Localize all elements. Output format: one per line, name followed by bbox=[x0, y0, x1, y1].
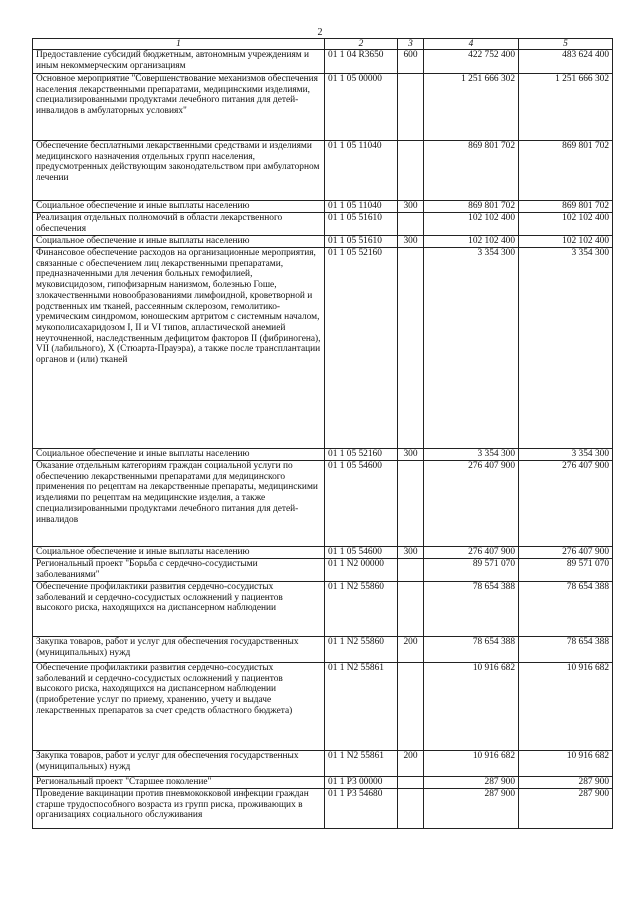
row-amount-1: 287 900 bbox=[424, 777, 519, 789]
row-amount-1: 102 102 400 bbox=[424, 236, 519, 248]
page-number: 2 bbox=[317, 27, 323, 38]
row-code: 01 1 N2 55861 bbox=[325, 663, 398, 751]
row-description: Социальное обеспечение и иные выплаты населению bbox=[33, 236, 325, 248]
row-amount-2: 10 916 682 bbox=[519, 663, 613, 751]
table-row bbox=[33, 789, 613, 829]
table-row bbox=[33, 213, 613, 236]
row-description: Обеспечение бесплатными лекарственными средствами и изделиями медицинского назначения отдельных групп населения, предусмотренных действующим законодательством при амбулаторном лечении bbox=[33, 141, 325, 201]
table-row bbox=[33, 559, 613, 582]
row-amount-2: 276 407 900 bbox=[519, 461, 613, 547]
row-code: 01 1 N2 55860 bbox=[325, 637, 398, 663]
row-code: 01 1 05 00000 bbox=[325, 74, 398, 141]
table-row bbox=[33, 201, 613, 213]
table-row bbox=[33, 547, 613, 559]
table-row bbox=[33, 50, 613, 74]
row-description: Обеспечение профилактики развития сердечно-сосудистых заболеваний и сердечно-сосудистых осложнений у пациентов высокого риска, находящихся на диспансерном наблюдении bbox=[33, 582, 325, 637]
row-expense-type: 600 bbox=[398, 50, 424, 74]
budget-table bbox=[32, 38, 613, 829]
row-amount-2: 1 251 666 302 bbox=[519, 74, 613, 141]
row-code: 01 1 05 54600 bbox=[325, 547, 398, 559]
row-amount-1: 422 752 400 bbox=[424, 50, 519, 74]
row-description: Закупка товаров, работ и услуг для обеспечения государственных (муниципальных) нужд bbox=[33, 637, 325, 663]
row-amount-1: 78 654 388 bbox=[424, 637, 519, 663]
row-amount-2: 483 624 400 bbox=[519, 50, 613, 74]
row-amount-2: 78 654 388 bbox=[519, 637, 613, 663]
row-description: Социальное обеспечение и иные выплаты населению bbox=[33, 547, 325, 559]
row-code: 01 1 N2 55860 bbox=[325, 582, 398, 637]
table-row bbox=[33, 236, 613, 248]
row-amount-1: 78 654 388 bbox=[424, 582, 519, 637]
row-amount-2: 287 900 bbox=[519, 789, 613, 829]
row-expense-type bbox=[398, 248, 424, 449]
row-amount-1: 10 916 682 bbox=[424, 751, 519, 777]
row-amount-2: 3 354 300 bbox=[519, 449, 613, 461]
column-number-row bbox=[33, 39, 613, 50]
row-amount-1: 3 354 300 bbox=[424, 248, 519, 449]
row-code: 01 1 N2 00000 bbox=[325, 559, 398, 582]
row-code: 01 1 05 11040 bbox=[325, 201, 398, 213]
row-amount-1: 869 801 702 bbox=[424, 201, 519, 213]
row-description: Предоставление субсидий бюджетным, автономным учреждениям и иным некоммерческим организациям bbox=[33, 50, 325, 74]
row-description: Социальное обеспечение и иные выплаты населению bbox=[33, 201, 325, 213]
row-expense-type bbox=[398, 213, 424, 236]
row-expense-type: 200 bbox=[398, 637, 424, 663]
row-expense-type: 300 bbox=[398, 201, 424, 213]
row-expense-type: 200 bbox=[398, 751, 424, 777]
row-amount-1: 3 354 300 bbox=[424, 449, 519, 461]
row-amount-2: 3 354 300 bbox=[519, 248, 613, 449]
row-amount-2: 78 654 388 bbox=[519, 582, 613, 637]
row-expense-type bbox=[398, 582, 424, 637]
row-amount-1: 276 407 900 bbox=[424, 461, 519, 547]
table-row bbox=[33, 582, 613, 637]
row-code: 01 1 05 51610 bbox=[325, 236, 398, 248]
row-amount-1: 10 916 682 bbox=[424, 663, 519, 751]
row-description: Оказание отдельным категориям граждан социальной услуги по обеспечению лекарственными препаратами для медицинского применения по рецептам на лекарственные препараты, медицинскими изделиями по рецептам на медицинские изделия, а также специализированными продуктами лечебного питания для детей-инвалидов bbox=[33, 461, 325, 547]
row-description: Закупка товаров, работ и услуг для обеспечения государственных (муниципальных) нужд bbox=[33, 751, 325, 777]
row-amount-2: 276 407 900 bbox=[519, 547, 613, 559]
table-row bbox=[33, 461, 613, 547]
row-expense-type bbox=[398, 777, 424, 789]
row-code: 01 1 05 54600 bbox=[325, 461, 398, 547]
row-amount-2: 89 571 070 bbox=[519, 559, 613, 582]
column-header: 4 bbox=[424, 39, 519, 50]
row-code: 01 1 P3 00000 bbox=[325, 777, 398, 789]
table-row bbox=[33, 141, 613, 201]
row-expense-type: 300 bbox=[398, 547, 424, 559]
row-amount-1: 89 571 070 bbox=[424, 559, 519, 582]
row-amount-2: 869 801 702 bbox=[519, 141, 613, 201]
row-expense-type bbox=[398, 559, 424, 582]
column-header: 3 bbox=[398, 39, 424, 50]
row-expense-type: 300 bbox=[398, 236, 424, 248]
row-description: Реализация отдельных полномочий в области лекарственного обеспечения bbox=[33, 213, 325, 236]
row-expense-type bbox=[398, 461, 424, 547]
column-header: 1 bbox=[33, 39, 325, 50]
row-amount-1: 287 900 bbox=[424, 789, 519, 829]
column-header: 5 bbox=[519, 39, 613, 50]
table-row bbox=[33, 248, 613, 449]
row-amount-1: 869 801 702 bbox=[424, 141, 519, 201]
row-expense-type bbox=[398, 74, 424, 141]
row-amount-2: 869 801 702 bbox=[519, 201, 613, 213]
row-expense-type bbox=[398, 141, 424, 201]
row-description: Обеспечение профилактики развития сердечно-сосудистых заболеваний и сердечно-сосудистых осложнений у пациентов высокого риска, находящихся на диспансерном наблюдении (приобретение услуг по приему, хранению, учету и выдаче лекарственных препаратов за счет средств областного бюджета) bbox=[33, 663, 325, 751]
row-expense-type bbox=[398, 663, 424, 751]
row-code: 01 1 05 11040 bbox=[325, 141, 398, 201]
column-header: 2 bbox=[325, 39, 398, 50]
row-description: Финансовое обеспечение расходов на организационные мероприятия, связанные с обеспечением лиц лекарственными препаратами, предназначенными для лечения больных гемофилией, муковисцидозом, гипофизарным нанизмом, болезнью Гоше, злокачественными новообразованиями лимфоидной, кроветворной и родственных им тканей, рассеянным склерозом, гемолитико-уремическим синдромом, юношеским артритом с системным началом, мукополисахаридозом I, II и VI типов, апластической анемией неуточненной, наследственным дефицитом факторов II (фибриногена), VII (лабильного), X (Стюарта-Прауэра), а также после трансплантации органов и (или) тканей bbox=[33, 248, 325, 449]
row-amount-1: 1 251 666 302 bbox=[424, 74, 519, 141]
row-description: Основное мероприятие "Совершенствование механизмов обеспечения населения лекарственными препаратами, медицинскими изделиями, специализированными продуктами лечебного питания для детей-инвалидов в амбулаторных условиях" bbox=[33, 74, 325, 141]
row-description: Региональный проект "Борьба с сердечно-сосудистыми заболеваниями" bbox=[33, 559, 325, 582]
row-code: 01 1 05 52160 bbox=[325, 248, 398, 449]
table-row bbox=[33, 449, 613, 461]
row-code: 01 1 P3 54680 bbox=[325, 789, 398, 829]
table-row bbox=[33, 777, 613, 789]
row-expense-type: 300 bbox=[398, 449, 424, 461]
row-amount-2: 102 102 400 bbox=[519, 213, 613, 236]
row-amount-2: 287 900 bbox=[519, 777, 613, 789]
row-code: 01 1 N2 55861 bbox=[325, 751, 398, 777]
row-amount-1: 102 102 400 bbox=[424, 213, 519, 236]
row-amount-1: 276 407 900 bbox=[424, 547, 519, 559]
table-row bbox=[33, 74, 613, 141]
row-expense-type bbox=[398, 789, 424, 829]
row-description: Социальное обеспечение и иные выплаты населению bbox=[33, 449, 325, 461]
row-description: Проведение вакцинации против пневмококковой инфекции граждан старше трудоспособного возраста из групп риска, проживающих в организациях социального обслуживания bbox=[33, 789, 325, 829]
table-row bbox=[33, 751, 613, 777]
table-row bbox=[33, 663, 613, 751]
row-amount-2: 102 102 400 bbox=[519, 236, 613, 248]
row-code: 01 1 05 51610 bbox=[325, 213, 398, 236]
table-row bbox=[33, 637, 613, 663]
row-description: Региональный проект "Старшее поколение" bbox=[33, 777, 325, 789]
row-amount-2: 10 916 682 bbox=[519, 751, 613, 777]
row-code: 01 1 04 R3650 bbox=[325, 50, 398, 74]
row-code: 01 1 05 52160 bbox=[325, 449, 398, 461]
